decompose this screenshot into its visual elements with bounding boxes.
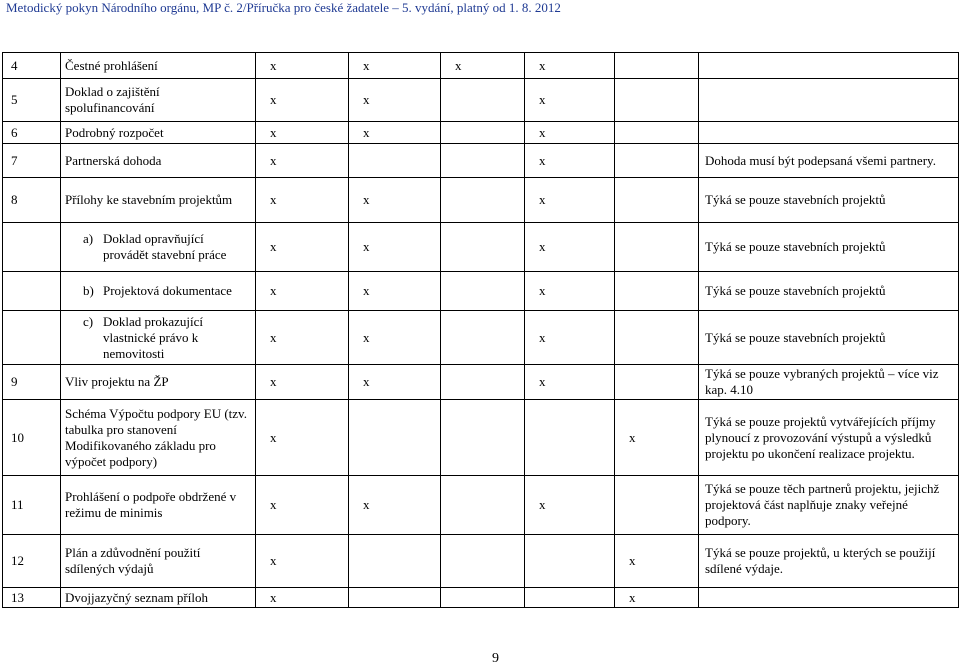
- mark-cell-1: x: [256, 588, 349, 608]
- mark-cell-2: [349, 535, 441, 588]
- note-cell: Týká se pouze stavebních projektů: [699, 311, 959, 365]
- mark-cell-5: x: [615, 535, 699, 588]
- mark-cell-2: x: [349, 311, 441, 365]
- mark-cell-5: [615, 476, 699, 535]
- attachment-name: Čestné prohlášení: [61, 53, 256, 79]
- mark-cell-2: x: [349, 53, 441, 79]
- note-cell: Týká se pouze stavebních projektů: [699, 272, 959, 311]
- attachment-name: Vliv projektu na ŽP: [61, 365, 256, 400]
- mark-cell-4: x: [525, 365, 615, 400]
- mark-cell-1: x: [256, 178, 349, 223]
- mark-cell-5: [615, 144, 699, 178]
- mark-cell-3: x: [441, 53, 525, 79]
- note-cell: [699, 79, 959, 122]
- mark-cell-2: x: [349, 476, 441, 535]
- mark-cell-1: x: [256, 223, 349, 272]
- mark-cell-1: x: [256, 535, 349, 588]
- mark-cell-1: x: [256, 144, 349, 178]
- mark-cell-3: [441, 223, 525, 272]
- mark-cell-2: [349, 588, 441, 608]
- mark-cell-2: [349, 400, 441, 476]
- table-row: [3, 272, 959, 311]
- mark-cell-5: x: [615, 588, 699, 608]
- mark-cell-2: x: [349, 223, 441, 272]
- attachment-name: Partnerská dohoda: [61, 144, 256, 178]
- mark-cell-3: [441, 311, 525, 365]
- mark-cell-3: [441, 400, 525, 476]
- table-row: [3, 144, 959, 178]
- mark-cell-4: x: [525, 144, 615, 178]
- mark-cell-5: [615, 178, 699, 223]
- row-number: 4: [3, 53, 61, 79]
- note-cell: Týká se pouze stavebních projektů: [699, 223, 959, 272]
- attachment-name: Dvojjazyčný seznam příloh: [61, 588, 256, 608]
- table-row: [3, 311, 959, 365]
- mark-cell-2: x: [349, 365, 441, 400]
- note-cell: [699, 588, 959, 608]
- mark-cell-4: [525, 400, 615, 476]
- mark-cell-5: [615, 311, 699, 365]
- mark-cell-1: x: [256, 272, 349, 311]
- mark-cell-4: x: [525, 178, 615, 223]
- mark-cell-2: x: [349, 79, 441, 122]
- mark-cell-5: [615, 365, 699, 400]
- row-number: 7: [3, 144, 61, 178]
- mark-cell-1: x: [256, 53, 349, 79]
- attachment-name: [61, 272, 256, 311]
- mark-cell-2: x: [349, 178, 441, 223]
- row-number: [3, 311, 61, 365]
- note-cell: Týká se pouze stavebních projektů: [699, 178, 959, 223]
- mark-cell-5: [615, 79, 699, 122]
- sub-item-letter: a): [83, 231, 94, 246]
- mark-cell-4: x: [525, 79, 615, 122]
- mark-cell-3: [441, 272, 525, 311]
- mark-cell-5: x: [615, 400, 699, 476]
- page-number: 9: [492, 651, 499, 666]
- table-row: [3, 223, 959, 272]
- mark-cell-4: x: [525, 272, 615, 311]
- attachment-name: Přílohy ke stavebním projektům: [61, 178, 256, 223]
- table-row: [3, 535, 959, 588]
- mark-cell-4: [525, 588, 615, 608]
- note-cell: Týká se pouze projektů, u kterých se použijí sdílené výdaje.: [699, 535, 959, 588]
- table-row: [3, 122, 959, 144]
- row-number: 10: [3, 400, 61, 476]
- row-number: 11: [3, 476, 61, 535]
- table-row: [3, 365, 959, 400]
- mark-cell-4: x: [525, 122, 615, 144]
- mark-cell-3: [441, 535, 525, 588]
- row-number: [3, 223, 61, 272]
- row-number: 12: [3, 535, 61, 588]
- table-row: [3, 53, 959, 79]
- mark-cell-2: x: [349, 272, 441, 311]
- mark-cell-4: [525, 535, 615, 588]
- mark-cell-5: [615, 272, 699, 311]
- row-number: [3, 272, 61, 311]
- table-row: [3, 400, 959, 476]
- row-number: 5: [3, 79, 61, 122]
- mark-cell-1: x: [256, 365, 349, 400]
- table-row: [3, 79, 959, 122]
- attachment-name: [61, 311, 256, 365]
- table-row: [3, 476, 959, 535]
- mark-cell-4: x: [525, 311, 615, 365]
- mark-cell-5: [615, 53, 699, 79]
- mark-cell-1: x: [256, 79, 349, 122]
- note-cell: Týká se pouze vybraných projektů – více viz kap. 4.10: [699, 365, 959, 400]
- document-header: Metodický pokyn Národního orgánu, MP č. 2/Příručka pro české žadatele – 5. vydání, platný od 1. 8. 2012: [6, 0, 561, 15]
- note-cell: Dohoda musí být podepsaná všemi partnery.: [699, 144, 959, 178]
- table-row: [3, 588, 959, 608]
- row-number: 6: [3, 122, 61, 144]
- sub-item-label: Projektová dokumentace: [103, 283, 232, 298]
- mark-cell-3: [441, 122, 525, 144]
- attachment-name: Doklad o zajištění spolufinancování: [61, 79, 256, 122]
- sub-item-label: Doklad opravňující provádět stavební práce: [103, 231, 227, 262]
- mark-cell-3: [441, 588, 525, 608]
- row-number: 9: [3, 365, 61, 400]
- attachments-table: [2, 52, 959, 608]
- sub-item-letter: b): [83, 283, 94, 298]
- note-cell: Týká se pouze projektů vytvářejících příjmy plynoucí z provozování výstupů a výsledků projektu po ukončení realizace projektu.: [699, 400, 959, 476]
- mark-cell-4: x: [525, 53, 615, 79]
- sub-item-label: Doklad prokazující vlastnické právo k nemovitosti: [103, 313, 203, 361]
- row-number: 8: [3, 178, 61, 223]
- mark-cell-3: [441, 79, 525, 122]
- mark-cell-5: [615, 122, 699, 144]
- mark-cell-1: x: [256, 122, 349, 144]
- note-cell: [699, 122, 959, 144]
- mark-cell-4: x: [525, 223, 615, 272]
- mark-cell-4: x: [525, 476, 615, 535]
- mark-cell-3: [441, 365, 525, 400]
- table-row: [3, 178, 959, 223]
- note-cell: Týká se pouze těch partnerů projektu, jejichž projektová část naplňuje znaky veřejné podpory.: [699, 476, 959, 535]
- attachment-name: Plán a zdůvodnění použití sdílených výdajů: [61, 535, 256, 588]
- attachment-name: Schéma Výpočtu podpory EU (tzv. tabulka pro stanovení Modifikovaného základu pro výpočet podpory): [61, 400, 256, 476]
- mark-cell-3: [441, 476, 525, 535]
- mark-cell-2: x: [349, 122, 441, 144]
- mark-cell-3: [441, 178, 525, 223]
- mark-cell-2: [349, 144, 441, 178]
- mark-cell-3: [441, 144, 525, 178]
- mark-cell-5: [615, 223, 699, 272]
- row-number: 13: [3, 588, 61, 608]
- note-cell: [699, 53, 959, 79]
- mark-cell-1: x: [256, 400, 349, 476]
- mark-cell-1: x: [256, 476, 349, 535]
- attachment-name: [61, 223, 256, 272]
- attachment-name: Podrobný rozpočet: [61, 122, 256, 144]
- attachment-name: Prohlášení o podpoře obdržené v režimu de minimis: [61, 476, 256, 535]
- mark-cell-1: x: [256, 311, 349, 365]
- sub-item-letter: c): [83, 313, 94, 329]
